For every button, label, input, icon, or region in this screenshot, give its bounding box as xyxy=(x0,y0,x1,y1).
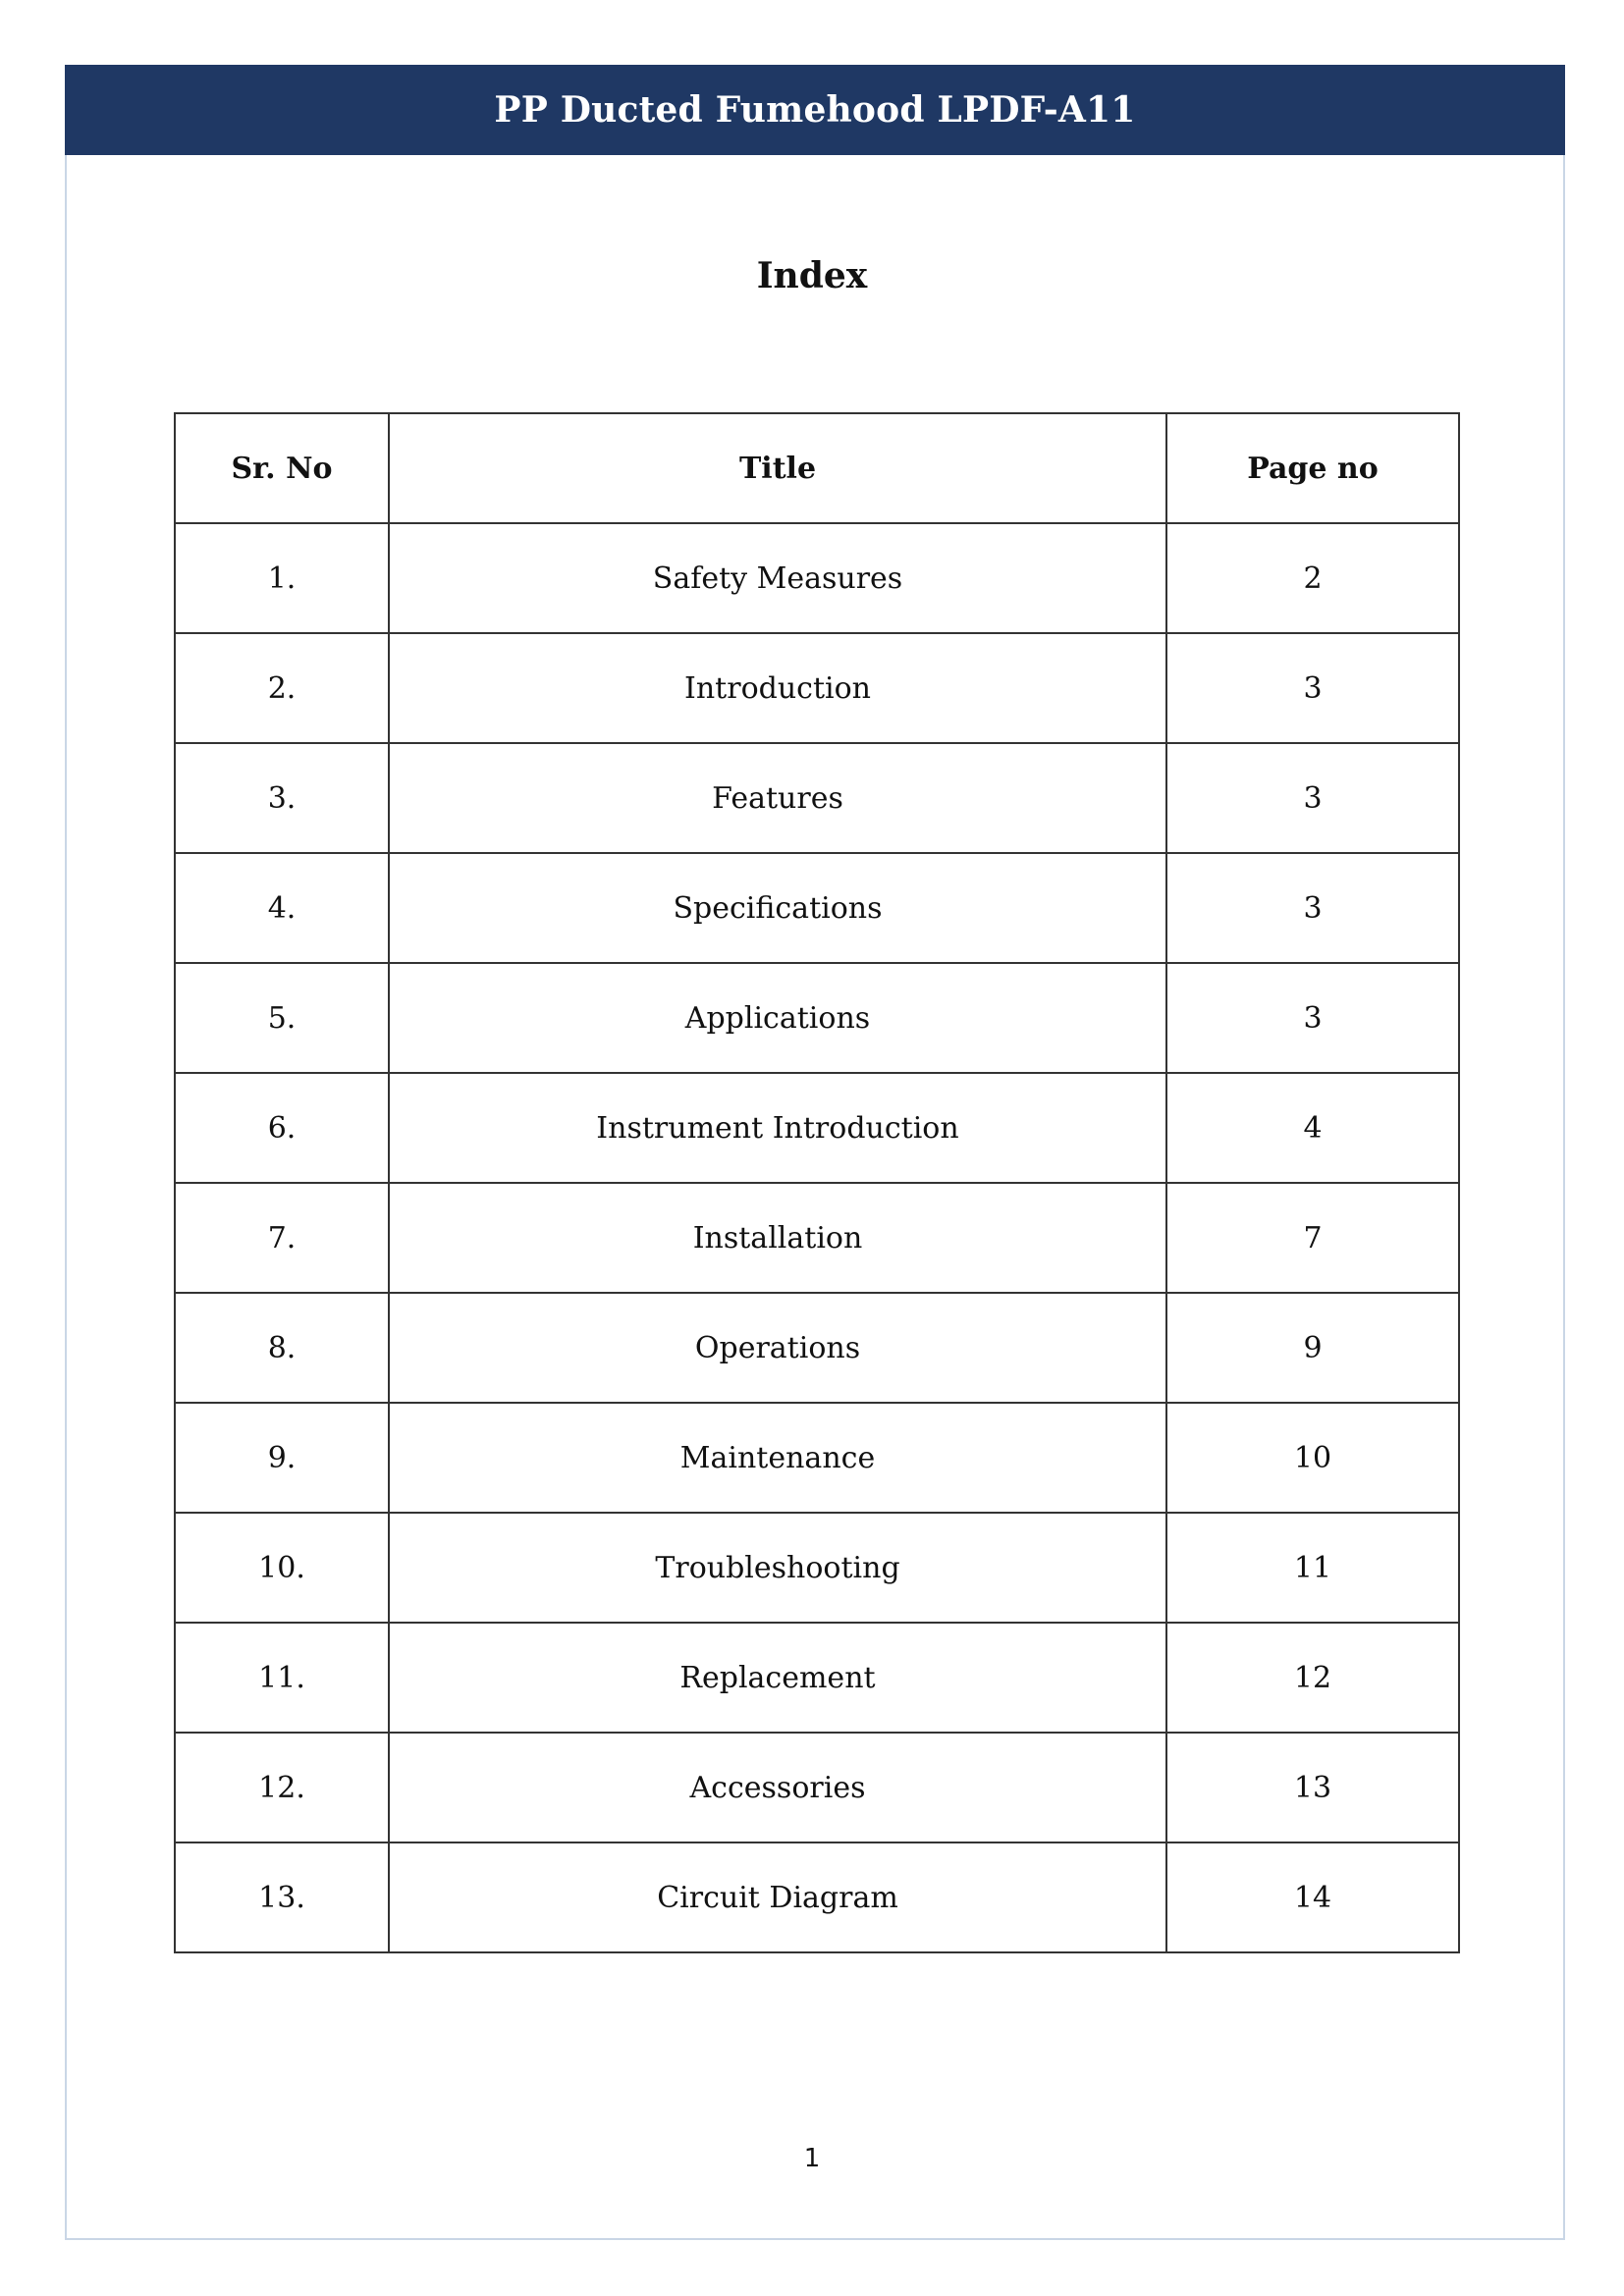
cell-page-no: 11 xyxy=(1166,1513,1459,1623)
cell-sr-no: 2. xyxy=(175,633,389,743)
table-row xyxy=(175,853,1459,963)
table-row xyxy=(175,963,1459,1073)
cell-sr-no: 7. xyxy=(175,1183,389,1293)
cell-sr-no: 11. xyxy=(175,1623,389,1733)
index-table xyxy=(174,412,1460,1953)
cell-title: Introduction xyxy=(389,633,1166,743)
table-row xyxy=(175,1623,1459,1733)
cell-title: Specifications xyxy=(389,853,1166,963)
table-header-row xyxy=(175,413,1459,523)
cell-page-no: 7 xyxy=(1166,1183,1459,1293)
cell-page-no: 10 xyxy=(1166,1403,1459,1513)
cell-sr-no: 6. xyxy=(175,1073,389,1183)
table-row xyxy=(175,1293,1459,1403)
cell-page-no: 3 xyxy=(1166,853,1459,963)
cell-title: Troubleshooting xyxy=(389,1513,1166,1623)
cell-sr-no: 1. xyxy=(175,523,389,633)
table-row xyxy=(175,1403,1459,1513)
column-header-page-no: Page no xyxy=(1166,413,1459,523)
cell-page-no: 13 xyxy=(1166,1733,1459,1842)
cell-sr-no: 8. xyxy=(175,1293,389,1403)
table-row xyxy=(175,1842,1459,1952)
header-bar xyxy=(65,65,1565,155)
cell-sr-no: 5. xyxy=(175,963,389,1073)
table-row xyxy=(175,1183,1459,1293)
cell-sr-no: 10. xyxy=(175,1513,389,1623)
cell-title: Accessories xyxy=(389,1733,1166,1842)
cell-title: Safety Measures xyxy=(389,523,1166,633)
cell-sr-no: 9. xyxy=(175,1403,389,1513)
cell-title: Features xyxy=(389,743,1166,853)
cell-sr-no: 12. xyxy=(175,1733,389,1842)
cell-sr-no: 4. xyxy=(175,853,389,963)
document-title: PP Ducted Fumehood LPDF-A11 xyxy=(494,89,1136,131)
table-row xyxy=(175,1733,1459,1842)
table-row xyxy=(175,1513,1459,1623)
column-header-sr-no: Sr. No xyxy=(175,413,389,523)
cell-title: Applications xyxy=(389,963,1166,1073)
cell-title: Installation xyxy=(389,1183,1166,1293)
cell-page-no: 9 xyxy=(1166,1293,1459,1403)
cell-page-no: 3 xyxy=(1166,633,1459,743)
index-heading: Index xyxy=(756,255,868,296)
cell-page-no: 12 xyxy=(1166,1623,1459,1733)
cell-title: Operations xyxy=(389,1293,1166,1403)
table-row xyxy=(175,633,1459,743)
cell-page-no: 4 xyxy=(1166,1073,1459,1183)
page-number: 1 xyxy=(803,2144,821,2173)
cell-title: Maintenance xyxy=(389,1403,1166,1513)
cell-page-no: 3 xyxy=(1166,743,1459,853)
cell-page-no: 3 xyxy=(1166,963,1459,1073)
table-row xyxy=(175,743,1459,853)
table-row xyxy=(175,1073,1459,1183)
cell-sr-no: 3. xyxy=(175,743,389,853)
table-row xyxy=(175,523,1459,633)
cell-sr-no: 13. xyxy=(175,1842,389,1952)
cell-title: Replacement xyxy=(389,1623,1166,1733)
column-header-title: Title xyxy=(389,413,1166,523)
cell-page-no: 14 xyxy=(1166,1842,1459,1952)
cell-title: Instrument Introduction xyxy=(389,1073,1166,1183)
cell-title: Circuit Diagram xyxy=(389,1842,1166,1952)
cell-page-no: 2 xyxy=(1166,523,1459,633)
